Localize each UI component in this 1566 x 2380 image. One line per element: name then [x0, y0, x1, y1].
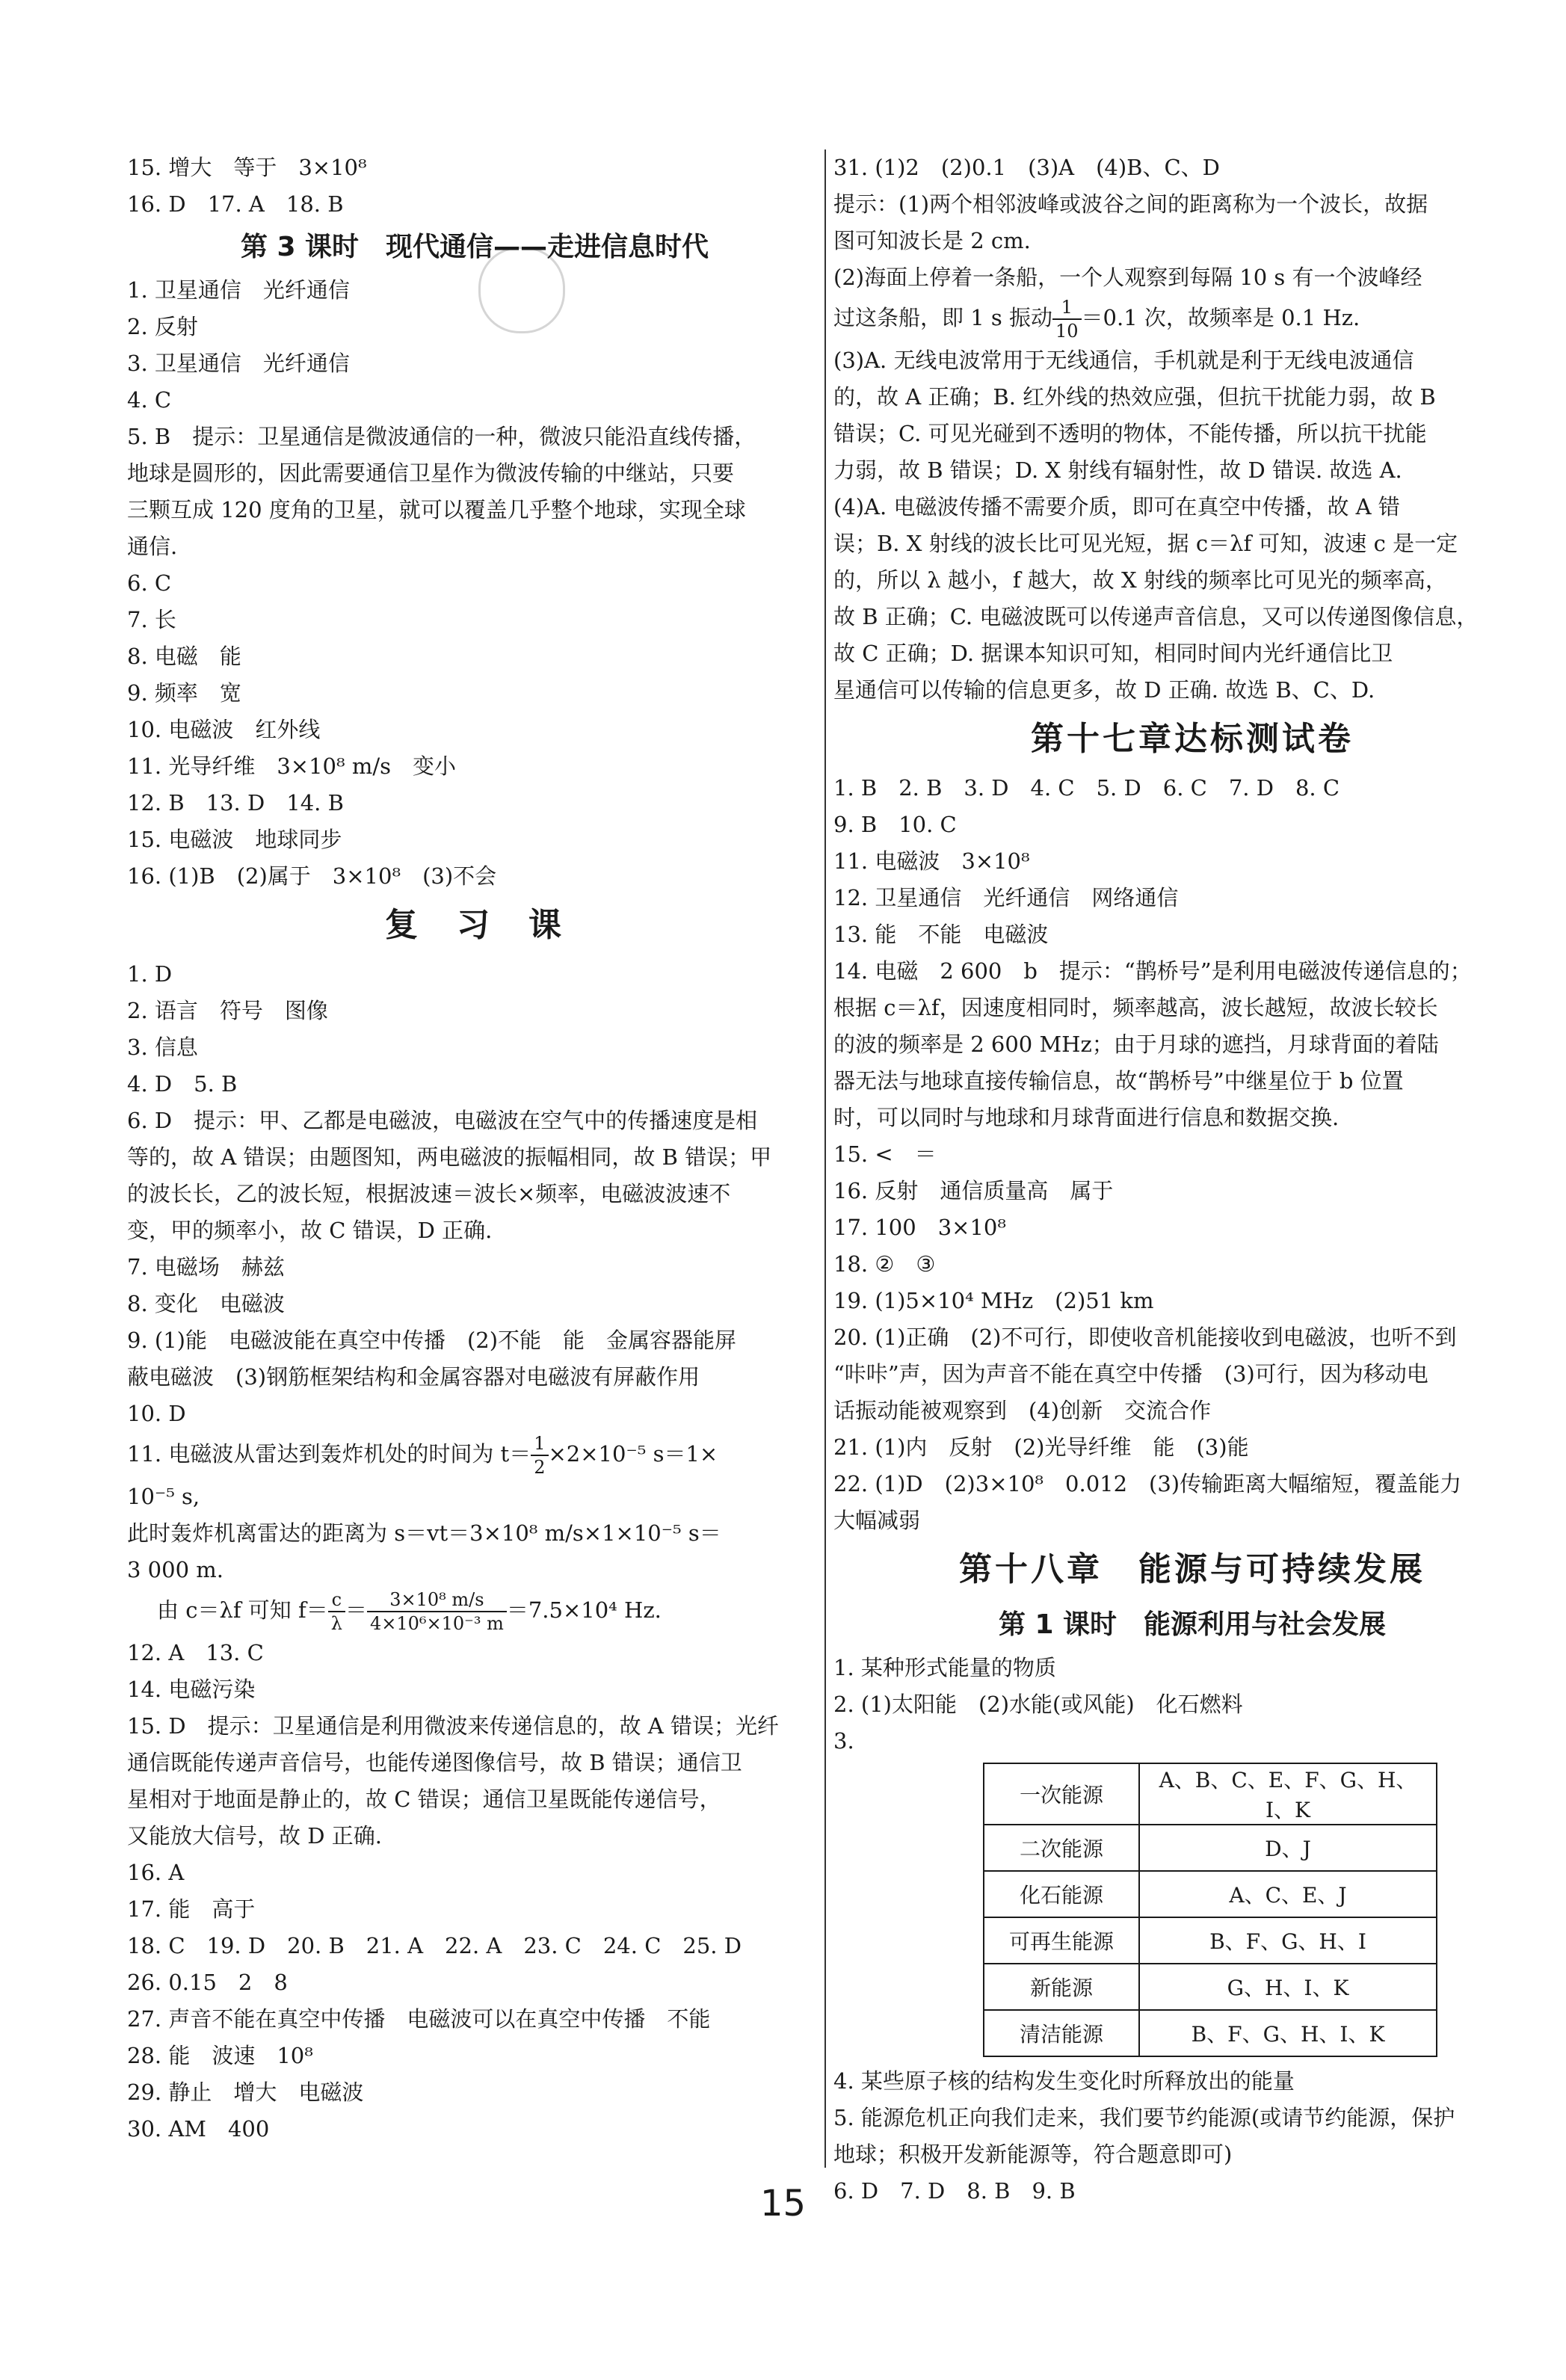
answer-continuation: (2)海面上停着一条船，一个人观察到每隔 10 s 有一个波峰经	[833, 265, 1422, 290]
answer-continuation: (3)A. 无线电波常用于无线通信，手机就是利于无线电波通信	[833, 348, 1414, 373]
text-segment: ＝7.5×10⁴ Hz.	[506, 1597, 662, 1623]
table-cell-values: G、H、I、K	[1139, 1964, 1437, 2010]
answer-continuation: 星通信可以传输的信息更多，故 D 正确. 故选 B、C、D.	[833, 677, 1375, 703]
table-cell-category: 可再生能源	[984, 1917, 1139, 1964]
text-segment: ＝	[345, 1597, 367, 1623]
lesson-heading: 第 3 课时 现代通信——走进信息时代	[240, 232, 709, 262]
lesson-heading: 第 1 课时 能源利用与社会发展	[998, 1609, 1387, 1640]
answer-item: 3. 卫星通信 光纤通信	[127, 351, 350, 376]
table-cell-category: 清洁能源	[984, 2010, 1139, 2056]
fraction-numerator: c	[328, 1588, 345, 1612]
answer-item: 17. 100 3×10⁸	[833, 1215, 1006, 1240]
answer-item: 12. B 13. D 14. B	[127, 790, 344, 816]
answer-item: 7. 电磁场 赫兹	[127, 1254, 285, 1280]
answer-item: 14. 电磁污染	[127, 1677, 256, 1702]
answer-continuation: 故 C 正确；D. 据课本知识可知，相同时间内光纤通信比卫	[833, 641, 1393, 666]
answer-continuation: 的，故 A 正确；B. 红外线的热效应强，但抗干扰能力弱，故 B	[833, 384, 1436, 410]
answer-item: 11. 光导纤维 3×10⁸ m/s 变小	[127, 753, 456, 779]
answer-item: 16. A	[127, 1860, 185, 1885]
answer-continuation: 又能放大信号，故 D 正确.	[127, 1823, 382, 1849]
fraction-denominator: λ	[330, 1613, 342, 1634]
answer-item: 29. 静止 增大 电磁波	[127, 2080, 364, 2105]
answer-item: 9. B 10. C	[833, 812, 957, 837]
answer-continuation: 故 B 正确；C. 电磁波既可以传递声音信息，又可以传递图像信息，	[833, 604, 1479, 629]
answer-continuation: 3 000 m.	[127, 1557, 224, 1582]
energy-classification-table	[983, 1763, 1437, 2057]
answer-continuation: 变，甲的频率小，故 C 错误，D 正确.	[127, 1218, 493, 1243]
answer-item: 16. (1)B (2)属于 3×10⁸ (3)不会	[127, 863, 497, 889]
answer-item: 7. 长	[127, 607, 176, 632]
text-segment: 由 c＝λf 可知 f＝	[157, 1597, 328, 1623]
table-row	[984, 1763, 1437, 1825]
answer-item: 3.	[833, 1728, 854, 1754]
table-cell-category: 一次能源	[984, 1763, 1139, 1825]
answer-continuation: 星相对于地面是静止的，故 C 错误；通信卫星既能传递信号，	[127, 1786, 721, 1812]
answer-item: 15. < ＝	[833, 1141, 937, 1167]
answer-item: 10. D	[127, 1401, 186, 1426]
answer-item: 13. 能 不能 电磁波	[833, 922, 1049, 947]
text-segment: ×2×10⁻⁵ s＝1×	[548, 1441, 718, 1467]
text-segment: 11. 电磁波从雷达到轰炸机处的时间为 t＝	[127, 1441, 531, 1467]
table-cell-values: A、B、C、E、F、G、H、I、K	[1139, 1763, 1437, 1825]
answer-continuation: 器无法与地球直接传输信息，故“鹊桥号”中继星位于 b 位置	[833, 1068, 1404, 1094]
text-segment: ＝0.1 次，故频率是 0.1 Hz.	[1081, 305, 1360, 330]
answer-item: 22. (1)D (2)3×10⁸ 0.012 (3)传输距离大幅缩短，覆盖能力	[833, 1471, 1462, 1496]
answer-item: 15. D 提示：卫星通信是利用微波来传递信息的，故 A 错误；光纤	[127, 1713, 779, 1739]
answer-continuation: 蔽电磁波 (3)钢筋框架结构和金属容器对电磁波有屏蔽作用	[127, 1364, 700, 1390]
answer-continuation: 提示：(1)两个相邻波峰或波谷之间的距离称为一个波长，故据	[833, 191, 1428, 217]
answer-item: 2. (1)太阳能 (2)水能(或风能) 化石燃料	[833, 1692, 1243, 1717]
table-cell-category: 二次能源	[984, 1825, 1139, 1871]
answer-continuation: 的，所以 λ 越小，f 越大，故 X 射线的频率比可见光的频率高，	[833, 567, 1447, 593]
answer-item: 1. B 2. B 3. D 4. C 5. D 6. C 7. D 8. C	[833, 775, 1340, 801]
answer-item: 12. A 13. C	[127, 1640, 264, 1665]
text-segment: 过这条船，即 1 s 振动	[833, 305, 1052, 330]
answer-item: 30. AM 400	[127, 2116, 270, 2142]
fraction-numerator: 1	[531, 1432, 548, 1456]
answer-continuation: 三颗互成 120 度角的卫星，就可以覆盖几乎整个地球，实现全球	[127, 497, 746, 522]
answer-continuation: 时，可以同时与地球和月球背面进行信息和数据交换.	[833, 1105, 1340, 1130]
answer-item: 11. 电磁波 3×10⁸	[833, 848, 1030, 874]
column-divider	[824, 149, 826, 2168]
answer-item: 18. C 19. D 20. B 21. A 22. A 23. C 24. C 25. D	[127, 1933, 742, 1958]
table-row	[984, 1964, 1437, 2010]
answer-item: 4. C	[127, 387, 172, 413]
table-row	[984, 2010, 1437, 2056]
answer-item: 6. D 提示：甲、乙都是电磁波，电磁波在空气中的传播速度是相	[127, 1108, 758, 1133]
answer-item: 17. 能 高于	[127, 1896, 256, 1922]
table-cell-category: 新能源	[984, 1964, 1139, 2010]
answer-continuation: 话振动能被观察到 (4)创新 交流合作	[833, 1398, 1212, 1423]
answer-item: 10. 电磁波 红外线	[127, 717, 321, 742]
answer-item: 6. C	[127, 570, 172, 596]
answer-item: 27. 声音不能在真空中传播 电磁波可以在真空中传播 不能	[127, 2006, 711, 2032]
answer-continuation: 错误；C. 可见光碰到不透明的物体，不能传播，所以抗干扰能	[833, 421, 1427, 446]
answer-continuation: 通信既能传递声音信号，也能传递图像信号，故 B 错误；通信卫	[127, 1750, 742, 1775]
section-heading: 复 习 课	[385, 906, 564, 944]
table-row	[984, 1825, 1437, 1871]
answer-item: 9. 频率 宽	[127, 680, 241, 706]
table-row	[984, 1917, 1437, 1964]
answer-item: 26. 0.15 2 8	[127, 1970, 288, 1995]
answer-item: 8. 变化 电磁波	[127, 1291, 285, 1316]
fraction	[531, 1432, 548, 1479]
table-cell-values: B、F、G、H、I、K	[1139, 2010, 1437, 2056]
equation-line	[127, 1588, 822, 1635]
table-cell-category: 化石能源	[984, 1871, 1139, 1917]
fraction	[328, 1588, 345, 1635]
answer-item: 2. 反射	[127, 314, 198, 339]
answer-item: 18. ② ③	[833, 1251, 936, 1277]
answer-item: 28. 能 波速 10⁸	[127, 2043, 313, 2068]
answer-item: 20. (1)正确 (2)不可行，即使收音机能接收到电磁波，也听不到	[833, 1325, 1457, 1350]
answer-continuation: 的波长长，乙的波长短，根据波速＝波长×频率，电磁波波速不	[127, 1181, 731, 1206]
fraction-numerator: 3×10⁸ m/s	[367, 1588, 507, 1612]
fraction-numerator: 1	[1052, 296, 1082, 320]
answer-item: 8. 电磁 能	[127, 644, 241, 669]
answer-continuation: 的波的频率是 2 600 MHz；由于月球的遮挡，月球背面的着陆	[833, 1032, 1439, 1057]
answer-item: 15. 增大 等于 3×10⁸	[127, 155, 367, 180]
table-cell-values: B、F、G、H、I	[1139, 1917, 1437, 1964]
fraction-denominator: 10	[1055, 321, 1079, 342]
section-heading: 第十七章达标测试卷	[1031, 720, 1354, 758]
answer-continuation: 地球；积极开发新能源等，符合题意即可)	[833, 2142, 1233, 2167]
answer-item: 19. (1)5×10⁴ MHz (2)51 km	[833, 1288, 1154, 1313]
section-heading: 第十八章 能源与可持续发展	[959, 1550, 1425, 1588]
answer-continuation: 通信.	[127, 534, 178, 559]
answer-continuation: (4)A. 电磁波传播不需要介质，即可在真空中传播，故 A 错	[833, 494, 1400, 520]
page-number: 15	[759, 2183, 807, 2225]
answer-continuation: 地球是圆形的，因此需要通信卫星作为微波传输的中继站，只要	[127, 460, 735, 486]
answer-continuation: 误；B. X 射线的波长比可见光短，据 c＝λf 可知，波速 c 是一定	[833, 531, 1458, 556]
answer-item: 31. (1)2 (2)0.1 (3)A (4)B、C、D	[833, 155, 1220, 180]
answer-item: 6. D 7. D 8. B 9. B	[833, 2178, 1076, 2204]
answer-item: 5. B 提示：卫星通信是微波通信的一种，微波只能沿直线传播，	[127, 424, 756, 449]
answer-continuation: 此时轰炸机离雷达的距离为 s＝vt＝3×10⁸ m/s×1×10⁻⁵ s＝	[127, 1520, 721, 1546]
answer-continuation: 根据 c＝λf，因速度相同时，频率越高，波长越短，故波长较长	[833, 995, 1438, 1020]
answer-item: 21. (1)内 反射 (2)光导纤维 能 (3)能	[833, 1434, 1249, 1460]
answer-item-with-fraction	[833, 296, 1551, 342]
answer-item: 3. 信息	[127, 1035, 198, 1060]
answer-continuation: 力弱，故 B 错误；D. X 射线有辐射性，故 D 错误. 故选 A.	[833, 457, 1402, 483]
answer-item: 1. D	[127, 961, 173, 987]
answer-continuation: 等的，故 A 错误；由题图知，两电磁波的振幅相同，故 B 错误；甲	[127, 1144, 772, 1170]
answer-item: 1. 卫星通信 光纤通信	[127, 277, 350, 303]
table-cell-values: A、C、E、J	[1139, 1871, 1437, 1917]
fraction	[367, 1588, 507, 1635]
fraction-denominator: 2	[534, 1457, 546, 1478]
answer-item: 16. 反射 通信质量高 属于	[833, 1178, 1114, 1203]
answer-item: 1. 某种形式能量的物质	[833, 1655, 1056, 1680]
answer-item: 9. (1)能 电磁波能在真空中传播 (2)不能 能 金属容器能屏	[127, 1328, 737, 1353]
answer-item: 2. 语言 符号 图像	[127, 998, 328, 1023]
left-column	[127, 149, 822, 2148]
answer-continuation: 图可知波长是 2 cm.	[833, 228, 1031, 253]
answer-item: 14. 电磁 2 600 b 提示：“鹊桥号”是利用电磁波传递信息的；	[833, 958, 1472, 984]
answer-item: 5. 能源危机正向我们走来，我们要节约能源(或请节约能源，保护	[833, 2105, 1455, 2130]
answer-item: 4. 某些原子核的结构发生变化时所释放出的能量	[833, 2068, 1295, 2094]
answer-continuation: “咔咔”声，因为声音不能在真空中传播 (3)可行，因为移动电	[833, 1361, 1428, 1387]
table-row	[984, 1871, 1437, 1917]
answer-item: 16. D 17. A 18. B	[127, 191, 344, 217]
fraction	[1052, 296, 1082, 342]
answer-item: 12. 卫星通信 光纤通信 网络通信	[833, 885, 1179, 910]
right-column	[833, 149, 1551, 2210]
fraction-denominator: 4×10⁶×10⁻³ m	[369, 1613, 504, 1634]
answer-item: 15. 电磁波 地球同步	[127, 827, 342, 852]
answer-continuation: 10⁻⁵ s,	[127, 1484, 200, 1509]
answer-item-with-fraction	[127, 1432, 822, 1479]
answer-item: 4. D 5. B	[127, 1071, 238, 1097]
answer-continuation: 大幅减弱	[833, 1508, 921, 1533]
table-cell-values: D、J	[1139, 1825, 1437, 1871]
